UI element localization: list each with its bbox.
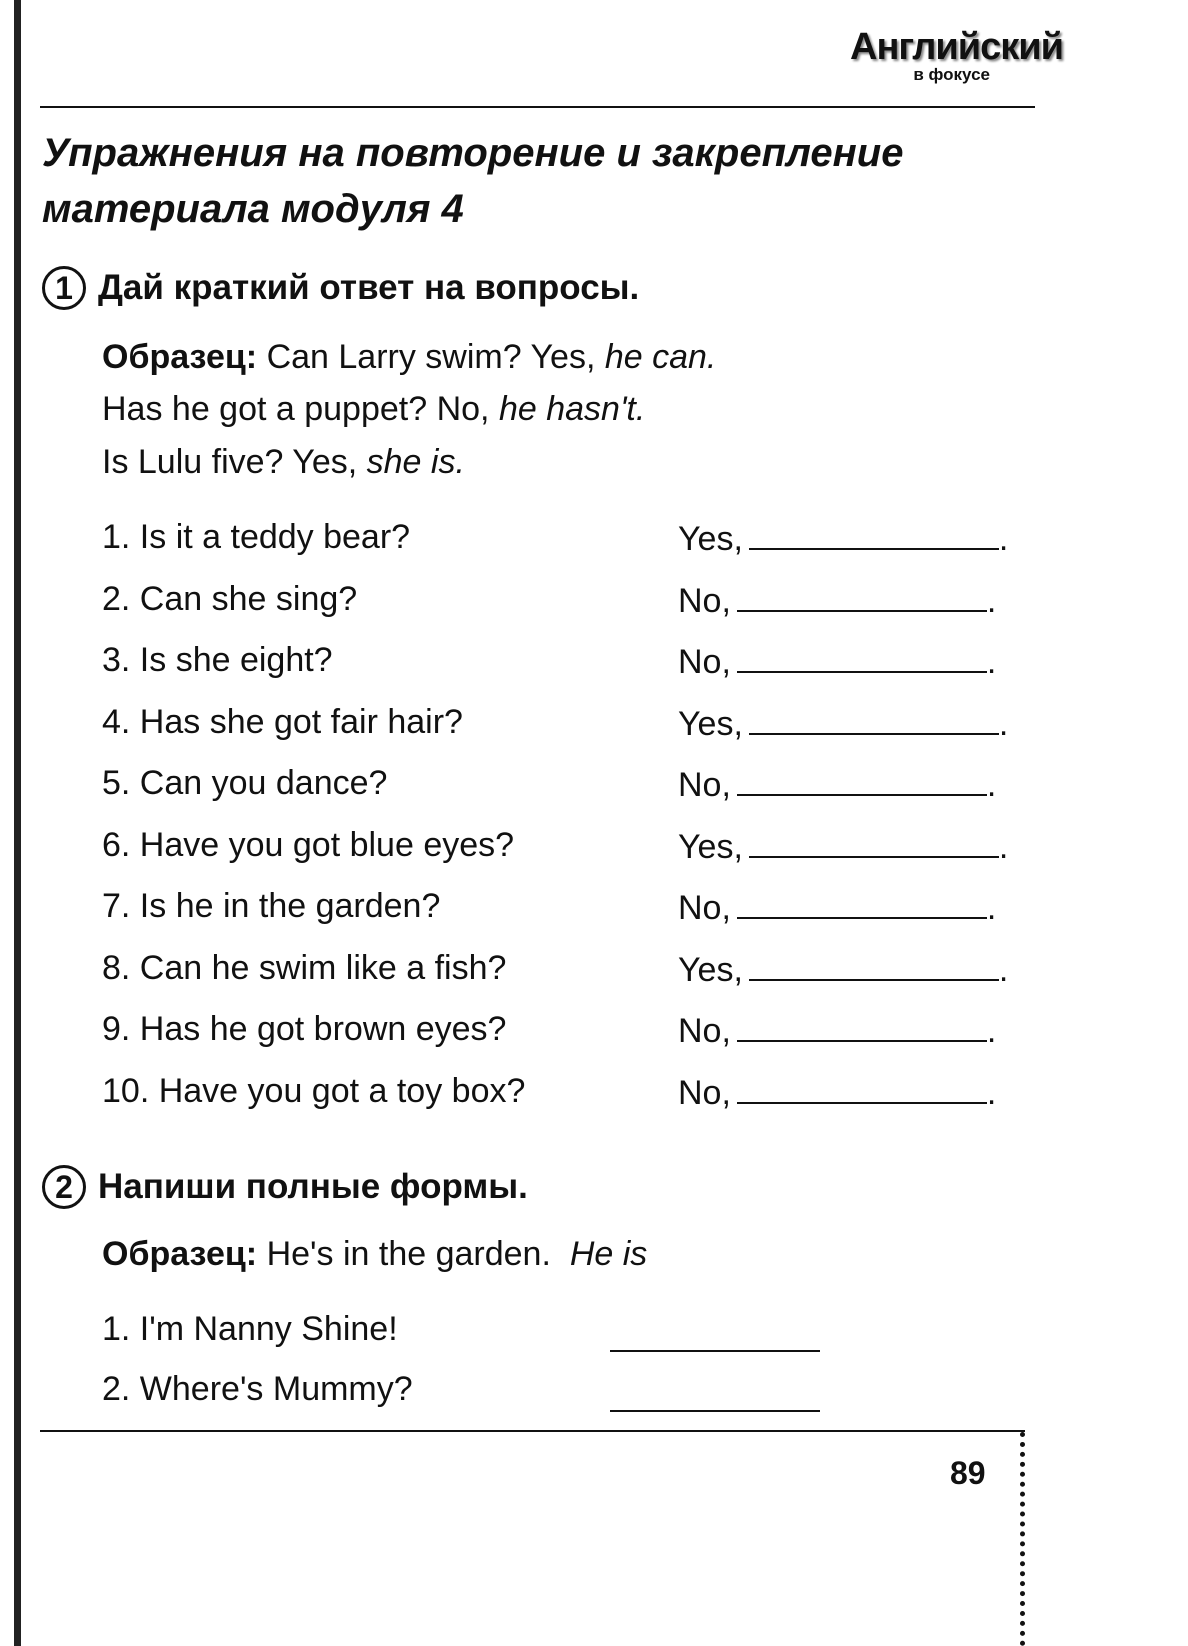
exercise2-item: 2. Where's Mummy?: [102, 1370, 413, 1408]
answer-blank[interactable]: [749, 826, 999, 858]
period: .: [998, 827, 1009, 866]
sample-label: Образец:: [102, 338, 258, 376]
answer-prefix: No,: [678, 766, 731, 804]
answer-row: [678, 826, 1008, 867]
answer-blank[interactable]: [749, 703, 999, 735]
sample-line: [102, 443, 465, 482]
question: 3. Is she eight?: [102, 641, 333, 679]
answer-row: [678, 764, 996, 805]
question: 8. Can he swim like a fish?: [102, 948, 507, 987]
answer-row: [678, 641, 996, 682]
exercise-number: 1: [42, 266, 86, 310]
period: .: [986, 766, 997, 804]
answer-prefix: No,: [678, 1012, 731, 1050]
answer-prefix: No,: [678, 581, 731, 620]
exercise-heading-text: Напиши полные формы.: [98, 1167, 528, 1206]
period: .: [998, 704, 1009, 743]
answer-row: [678, 1072, 996, 1113]
question: 6. Have you got blue eyes?: [102, 825, 515, 864]
exercise2-heading: [42, 1165, 528, 1209]
sample-question: He's in the garden.: [266, 1235, 551, 1273]
question: 7. Is he in the garden?: [102, 887, 441, 925]
top-rule: [40, 106, 1035, 108]
answer-row: [678, 949, 1008, 990]
question: 1. Is it a teddy bear?: [102, 518, 411, 556]
sample-question: Is Lulu five? Yes,: [102, 443, 358, 481]
period: .: [998, 950, 1009, 989]
period: .: [986, 1073, 997, 1112]
sample-answer: He is: [569, 1235, 648, 1273]
sample-label: Образец:: [102, 1235, 258, 1273]
answer-blank[interactable]: [749, 949, 999, 981]
question: 5. Can you dance?: [102, 764, 388, 802]
bottom-rule: [40, 1430, 1025, 1432]
sample-question: Can Larry swim? Yes,: [266, 338, 596, 376]
answer-prefix: No,: [678, 889, 731, 927]
answer-row: [678, 580, 996, 621]
answer-prefix: Yes,: [678, 950, 743, 989]
answer-blank[interactable]: [737, 764, 987, 796]
answer-blank[interactable]: [737, 887, 987, 919]
answer-blank[interactable]: [737, 1010, 987, 1042]
answer-blank[interactable]: [610, 1410, 820, 1412]
dotted-edge: [1020, 1432, 1025, 1646]
answer-prefix: No,: [678, 643, 731, 681]
answer-prefix: No,: [678, 1073, 731, 1112]
exercise-heading-text: Дай краткий ответ на вопросы.: [98, 268, 640, 307]
answer-row: [678, 703, 1008, 744]
question: 2. Can she sing?: [102, 579, 358, 618]
binding-edge: [14, 0, 21, 1646]
sample-question: Has he got a puppet? No,: [102, 390, 490, 428]
period: .: [986, 581, 997, 620]
answer-blank[interactable]: [737, 1072, 987, 1104]
question: 4. Has she got fair hair?: [102, 702, 463, 741]
question: 9. Has he got brown eyes?: [102, 1010, 507, 1048]
period: .: [998, 520, 1009, 558]
question: 10. Have you got a toy box?: [102, 1071, 526, 1110]
exercise2-item: 1. I'm Nanny Shine!: [102, 1310, 398, 1348]
logo: [850, 26, 1064, 84]
exercise-number: 2: [42, 1165, 86, 1209]
answer-blank[interactable]: [749, 518, 999, 550]
page-title: Упражнения на повторение и закрепление материала модуля 4: [42, 131, 904, 231]
exercise1-heading: [42, 266, 639, 310]
sample-line: [102, 390, 645, 429]
answer-prefix: Yes,: [678, 704, 743, 743]
sample-line: [102, 338, 716, 377]
sample-answer: he hasn't.: [498, 390, 646, 428]
answer-blank[interactable]: [737, 641, 987, 673]
answer-blank[interactable]: [737, 580, 987, 612]
answer-blank[interactable]: [610, 1350, 820, 1352]
period: .: [986, 643, 997, 681]
period: .: [986, 889, 997, 927]
answer-row: [678, 518, 1008, 559]
answer-prefix: Yes,: [678, 520, 743, 558]
sample-answer: she is.: [366, 443, 465, 481]
answer-prefix: Yes,: [678, 827, 743, 866]
sample-line: [102, 1235, 647, 1274]
period: .: [986, 1012, 997, 1050]
answer-row: [678, 1010, 996, 1051]
answer-row: [678, 887, 996, 928]
logo-main: Английский: [850, 26, 1064, 68]
logo-sub: в фокусе: [913, 65, 990, 84]
page-number: 89: [950, 1455, 986, 1491]
sample-answer: he can.: [604, 338, 717, 376]
